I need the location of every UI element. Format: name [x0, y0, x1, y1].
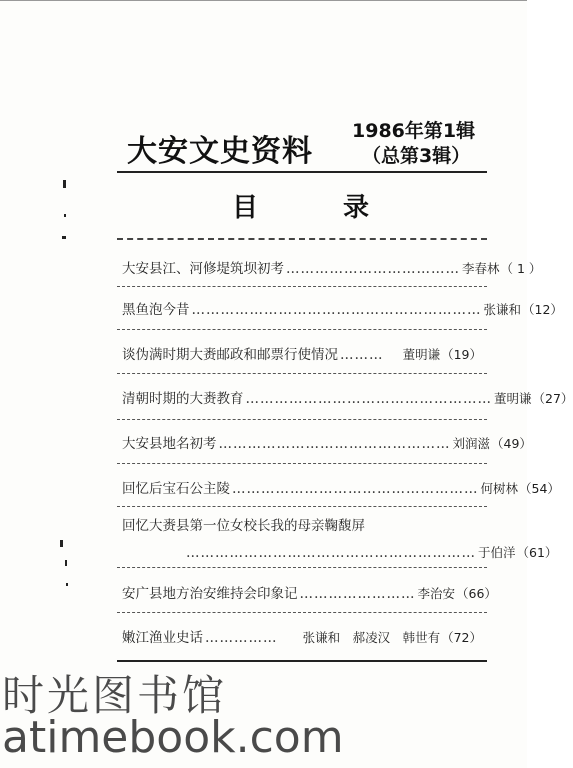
top-border: [0, 0, 527, 1]
header-rule: [117, 171, 487, 173]
toc-entry-author: 董明谦: [402, 347, 441, 362]
toc-entry-author: 刘润滋: [452, 436, 491, 451]
toc-leader-dots: ……………: [205, 630, 278, 646]
margin-speck: [65, 560, 67, 566]
margin-speck: [64, 214, 66, 217]
toc-entry-author: 李治安: [417, 586, 456, 601]
toc-leader-dots: …………………………………………: [218, 436, 451, 452]
contents-heading-char-1: 目: [232, 193, 259, 223]
toc-entry-author: 李春林: [462, 261, 500, 276]
toc-entry-author: 张谦和: [483, 302, 522, 317]
toc-entry: [122, 582, 497, 602]
toc-separator: [117, 286, 487, 287]
toc-leader-dots: ……………………………………………: [232, 481, 479, 497]
issue-number: 1986年第1辑: [352, 120, 476, 142]
toc-separator: [117, 463, 487, 464]
issue-total-number: （总第3辑）: [362, 145, 471, 167]
toc-entry-page: （12）: [522, 302, 563, 317]
toc-separator: [117, 567, 487, 568]
toc-separator: [117, 373, 487, 374]
toc-leader-dots: ………………………………: [286, 261, 460, 277]
publication-title: 大安文史资料: [127, 134, 313, 169]
toc-entry-page: （66）: [456, 586, 497, 601]
toc-separator: [117, 506, 487, 507]
toc-entry-page: （54）: [519, 481, 560, 496]
toc-entry-title: 嫩江渔业史话: [122, 630, 203, 646]
toc-entry-title: 清朝时期的大赉教育: [122, 391, 244, 407]
toc-separator: [117, 329, 487, 330]
toc-entry: [122, 257, 542, 277]
toc-entry-page: （72）: [441, 630, 482, 645]
toc-entry-author: 何树林: [480, 481, 519, 496]
toc-entry-page: （49）: [491, 436, 532, 451]
margin-speck: [60, 540, 63, 547]
toc-entry-page: （61）: [516, 545, 558, 560]
toc-entry-title: 黑鱼泡今昔: [122, 302, 190, 318]
toc-entry-title: 回忆大赉县第一位女校长我的母亲鞠馥屏: [122, 518, 365, 534]
toc-entry: [122, 298, 563, 318]
toc-leader-dots: ……………………………………………………: [186, 545, 476, 561]
watermark-chinese: 时光图书馆: [2, 671, 228, 720]
toc-leader-dots: ……………………………………………: [245, 391, 492, 407]
toc-leader-dots: ……………………………………………………: [191, 302, 482, 318]
margin-speck: [63, 180, 66, 188]
toc-entry-title: 回忆后宝石公主陵: [122, 481, 230, 497]
toc-entry: [122, 477, 560, 497]
toc-entry-page: （ 1 ）: [500, 261, 542, 276]
toc-entry-author: 于伯洋: [478, 545, 516, 560]
margin-speck: [66, 583, 68, 586]
toc-entry: [122, 387, 573, 407]
toc-entry-title: 大安县地名初考: [122, 436, 217, 452]
toc-separator: [117, 419, 487, 420]
margin-speck: [62, 236, 66, 239]
toc-entry-page: （19）: [441, 347, 482, 362]
toc-leader-dots: ……………………: [299, 586, 416, 602]
footer-rule: [117, 660, 487, 662]
watermark-url: atimebook.com: [2, 712, 344, 763]
toc-entry: [122, 626, 482, 646]
toc-entry-author: 张谦和 郝凌汉 韩世有: [302, 630, 441, 645]
toc-entry: [122, 432, 532, 452]
contents-heading-rule: [117, 238, 487, 240]
toc-entry-title: 安广县地方治安维持会印象记: [122, 586, 298, 602]
toc-entry-two-line: [122, 514, 558, 561]
toc-entry-title: 谈伪满时期大赉邮政和邮票行使情况: [122, 347, 338, 363]
toc-entry-title: 大安县江、河修堤筑坝初考: [122, 261, 284, 277]
toc-entry-page: （27）: [532, 391, 573, 406]
toc-entry-author: 董明谦: [494, 391, 532, 406]
toc-separator: [117, 612, 487, 613]
toc-leader-dots: ………: [340, 347, 384, 363]
contents-heading-char-2: 录: [343, 193, 370, 223]
toc-entry: [122, 343, 482, 363]
